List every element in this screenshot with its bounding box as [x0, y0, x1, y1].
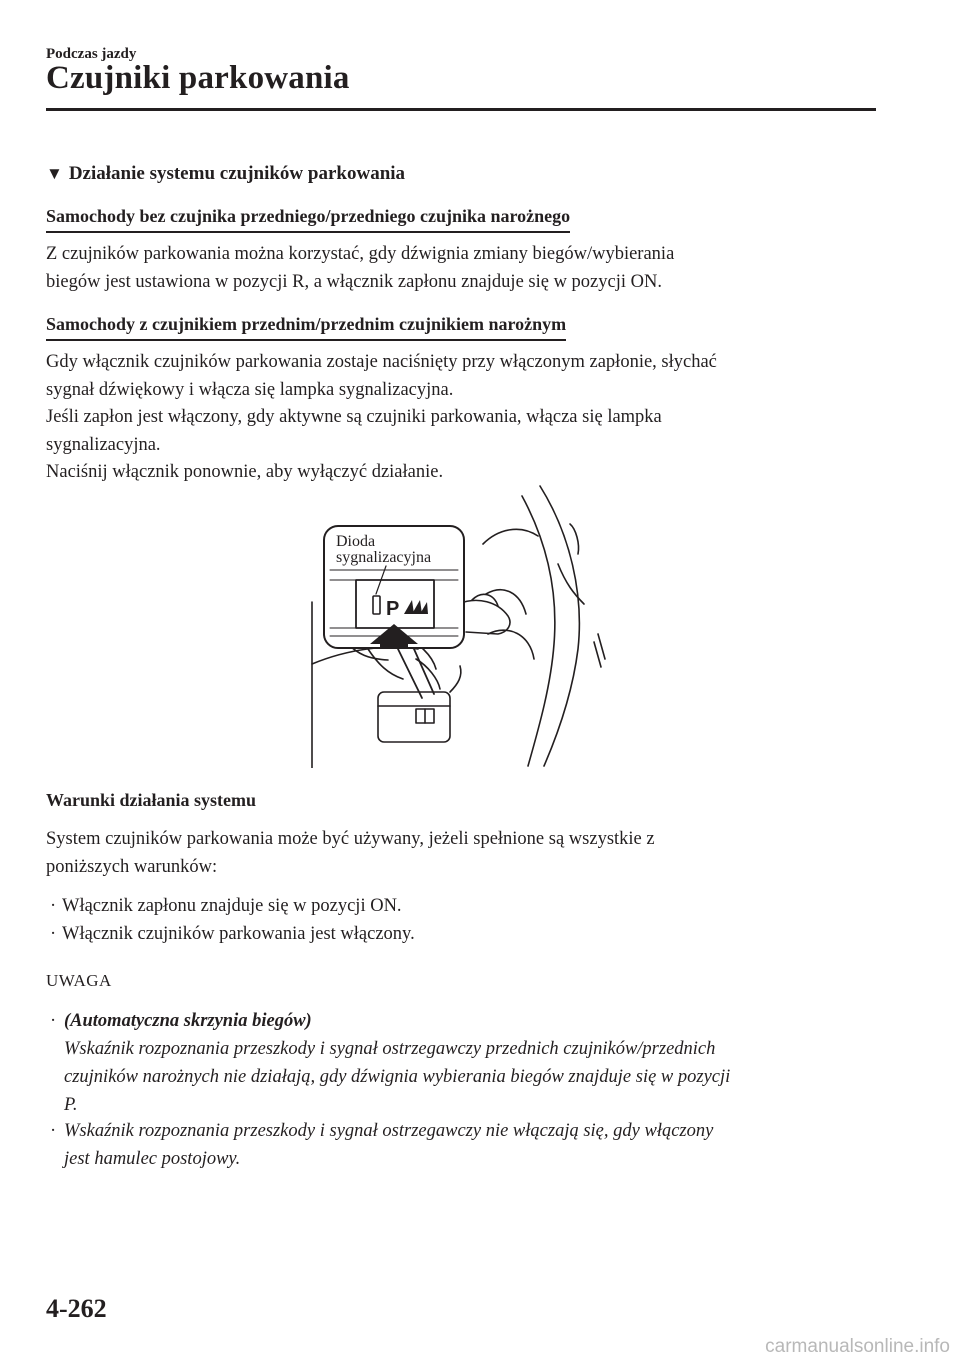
note-heading: UWAGA — [46, 971, 112, 990]
bullet-dot-icon: · — [50, 924, 57, 944]
text-line: P. — [64, 1095, 78, 1115]
bullet-text: Włącznik zapłonu znajduje się w pozycji ON. — [62, 896, 402, 916]
title-divider — [46, 108, 876, 111]
page-number: 4-262 — [46, 1294, 107, 1323]
note-item — [50, 1007, 894, 1119]
subheading-front-sensor — [46, 314, 566, 335]
text-line: System czujników parkowania może być używany, jeżeli spełnione są wszystkie z — [46, 829, 655, 849]
section-title: Działanie systemu czujników parkowania — [68, 163, 406, 184]
subheading-text: Samochody bez czujnika przedniego/przedniego czujnika narożnego — [46, 206, 571, 226]
text-line: Wskaźnik rozpoznania przeszkody i sygnał ostrzegawczy przednich czujników/przednich — [64, 1039, 716, 1059]
page-title: Czujniki parkowania — [46, 60, 350, 96]
subheading-underline — [46, 231, 570, 233]
watermark: carmanualsonline.info — [765, 1336, 950, 1357]
text-line: Gdy włącznik czujników parkowania zostaje naciśnięty przy włączonym zapłonie, słychać — [46, 352, 717, 372]
conditions-heading: Warunki działania systemu — [46, 790, 257, 810]
section-heading — [46, 163, 405, 185]
chapter-label: Podczas jazdy — [46, 46, 137, 62]
condition-bullet — [50, 921, 902, 948]
conditions-paragraph — [46, 826, 906, 881]
note-item — [50, 1117, 894, 1173]
text-line: biegów jest ustawiona w pozycji R, a włącznik zapłonu znajduje się w pozycji ON. — [46, 271, 662, 292]
parking-sensor-switch-illustration — [308, 484, 608, 768]
condition-bullet — [50, 893, 902, 920]
text-line: sygnalizacyjna. — [46, 434, 161, 455]
text-line: Naciśnij włącznik ponownie, aby wyłączyć działanie. — [46, 462, 444, 482]
subheading-underline — [46, 339, 566, 341]
subheading-no-front-sensor — [46, 206, 570, 227]
text-line: Z czujników parkowania można korzystać, gdy dźwignia zmiany biegów/wybierania — [46, 244, 675, 264]
text-line: sygnał dźwiękowy i włącza się lampka sygnalizacyjna. — [46, 379, 454, 400]
callout-label-line2: sygnalizacyjna — [336, 549, 432, 566]
note-item-title: (Automatyczna skrzynia biegów) — [64, 1011, 312, 1031]
bullet-dot-icon: · — [50, 1011, 57, 1031]
block2-paragraph — [46, 349, 906, 487]
text-line: jest hamulec postojowy. — [64, 1149, 241, 1169]
bullet-text: Włącznik czujników parkowania jest włączony. — [62, 924, 415, 944]
callout-label-line1: Dioda — [336, 533, 376, 550]
text-line: poniższych warunków: — [46, 856, 218, 877]
text-line: Jeśli zapłon jest włączony, gdy aktywne są czujniki parkowania, włącza się lampka — [46, 407, 662, 427]
bullet-dot-icon: · — [50, 1121, 57, 1141]
block1-paragraph — [46, 241, 906, 296]
subheading-text: Samochody z czujnikiem przednim/przednim czujnikiem narożnym — [46, 314, 567, 334]
triangle-marker-icon: ▼ — [46, 164, 63, 183]
text-line: czujników narożnych nie działają, gdy dźwignia wybierania biegów znajduje się w pozycji — [64, 1067, 731, 1087]
bullet-dot-icon: · — [50, 896, 57, 916]
text-line: Wskaźnik rozpoznania przeszkody i sygnał ostrzegawczy nie włączają się, gdy włączony — [64, 1121, 714, 1141]
svg-text:P: P — [386, 598, 400, 620]
